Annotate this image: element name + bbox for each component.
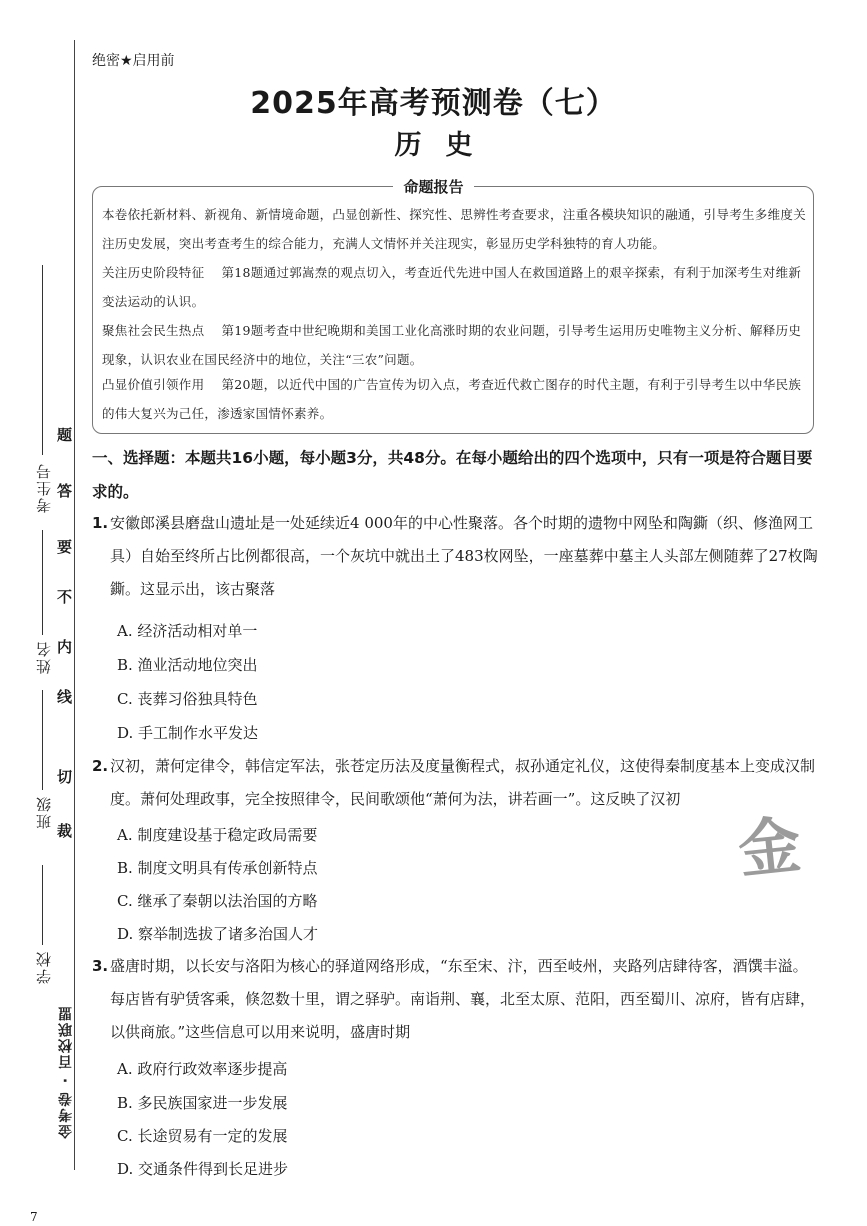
option: C. 继承了秦朝以法治国的方略 <box>117 892 318 910</box>
report-item-text: 第19题考查中世纪晚期和美国工业化高涨时期的农业问题，引导考生运用历史唯物主义分析、解释历史现象，认识农业在国民经济中的地位，关注“三农”问题。 <box>102 323 802 367</box>
cut-char: 要 <box>57 538 73 556</box>
option: A. 政府行政效率逐步提高 <box>117 1060 288 1078</box>
exam-no-label: 考生号 <box>35 462 53 513</box>
question-number: 3. <box>92 957 109 975</box>
option: A. 制度建设基于稳定政局需要 <box>117 826 318 844</box>
report-item-head: 聚焦社会民生热点 <box>102 323 205 338</box>
cut-char: 线 <box>57 688 73 706</box>
cut-char: 裁 <box>57 822 73 840</box>
report-heading <box>0 176 867 197</box>
option: C. 长途贸易有一定的发展 <box>117 1127 288 1145</box>
option: D. 察举制选拔了诸多治国人才 <box>117 925 319 943</box>
option: B. 渔业活动地位突出 <box>117 656 258 674</box>
section-heading: 一、选择题：本题共16小题，每小题3分，共48分。在每小题给出的四个选项中，只有一项是符合题目要求的。 <box>92 449 813 501</box>
report-item-text: 第18题通过郭嵩焘的观点切入，考查近代先进中国人在救国道路上的艰辛探索，有利于加深考生对维新变法运动的认识。 <box>102 265 802 309</box>
cut-char: 题 <box>57 426 73 444</box>
option: D. 手工制作水平发达 <box>117 724 259 742</box>
exam-title: 2025年高考预测卷（七） <box>250 86 617 121</box>
gold-watermark-logo: 金 <box>734 807 805 888</box>
cut-char: 切 <box>57 768 73 786</box>
report-item <box>102 258 806 316</box>
report-item <box>102 316 806 374</box>
confidential-mark: 绝密★启用前 <box>92 53 175 69</box>
question-number: 1. <box>92 514 109 532</box>
name-label: 姓名 <box>35 640 53 674</box>
cut-char: 不 <box>57 588 73 606</box>
option: A. 经济活动相对单一 <box>117 622 258 640</box>
report-item-text: 第20题，以近代中国的广告宣传为切入点，考查近代救亡图存的时代主题，有利于引导考生以中华民族的伟大复兴为己任，渗透家国情怀素养。 <box>102 377 802 421</box>
school-blank <box>42 865 43 945</box>
report-item-head: 关注历史阶段特征 <box>102 265 205 280</box>
report-item <box>102 370 806 428</box>
report-title: 命题报告 <box>393 178 473 196</box>
report-intro: 本卷依托新材料、新视角、新情境命题，凸显创新性、探究性、思辨性考查要求，注重各模块知识的融通，引导考生多维度关注历史发展，突出考查考生的综合能力，充满人文情怀并关注现实，彰显历史学科独特的育人功能。 <box>102 207 807 251</box>
option: D. 交通条件得到长足进步 <box>117 1160 289 1178</box>
question-stem: 安徽郎溪县磨盘山遗址是一处延续近4 000年的中心性聚落。各个时期的遗物中网坠和陶鐁（织、修渔网工具）自始至终所占比例都很高，一个灰坑中就出土了483枚网坠，一座墓葬中墓主人头部左侧随葬了27枚陶鐁。这显示出，该古聚落 <box>110 514 818 598</box>
question-number: 2. <box>92 757 109 775</box>
option: C. 丧葬习俗独具特色 <box>117 690 258 708</box>
option: B. 制度文明具有传承创新特点 <box>117 859 318 877</box>
exam-no-blank <box>42 265 43 455</box>
binding-line <box>74 40 75 1170</box>
subject-title: 历史 <box>394 130 497 161</box>
question-stem: 汉初，萧何定律令，韩信定军法，张苍定历法及度量衡程式，叔孙通定礼仪，这使得秦制度基本上变成汉制度。萧何处理政事，完全按照律令，民间歌颂他“萧何为法，讲若画一”。这反映了汉初 <box>110 757 816 808</box>
alliance-label: 金考卷 · 百校联盟 <box>58 1005 74 1139</box>
cut-char: 答 <box>57 482 73 500</box>
cut-char: 内 <box>57 638 73 656</box>
name-blank <box>42 530 43 635</box>
option: B. 多民族国家进一步发展 <box>117 1094 288 1112</box>
page-mark: 7 <box>30 1210 38 1224</box>
class-blank <box>42 690 43 790</box>
question-stem: 盛唐时期，以长安与洛阳为核心的驿道网络形成，“东至宋、汴，西至岐州，夹路列店肆待客，酒馔丰溢。每店皆有驴赁客乘，倏忽数十里，谓之驿驴。南诣荆、襄，北至太原、范阳，西至蜀川、凉府，皆有店肆，以供商旅。”这些信息可以用来说明，盛唐时期 <box>110 957 816 1041</box>
class-label: 班级 <box>35 795 53 829</box>
school-label: 学校 <box>35 950 53 984</box>
report-item-head: 凸显价值引领作用 <box>102 377 205 392</box>
